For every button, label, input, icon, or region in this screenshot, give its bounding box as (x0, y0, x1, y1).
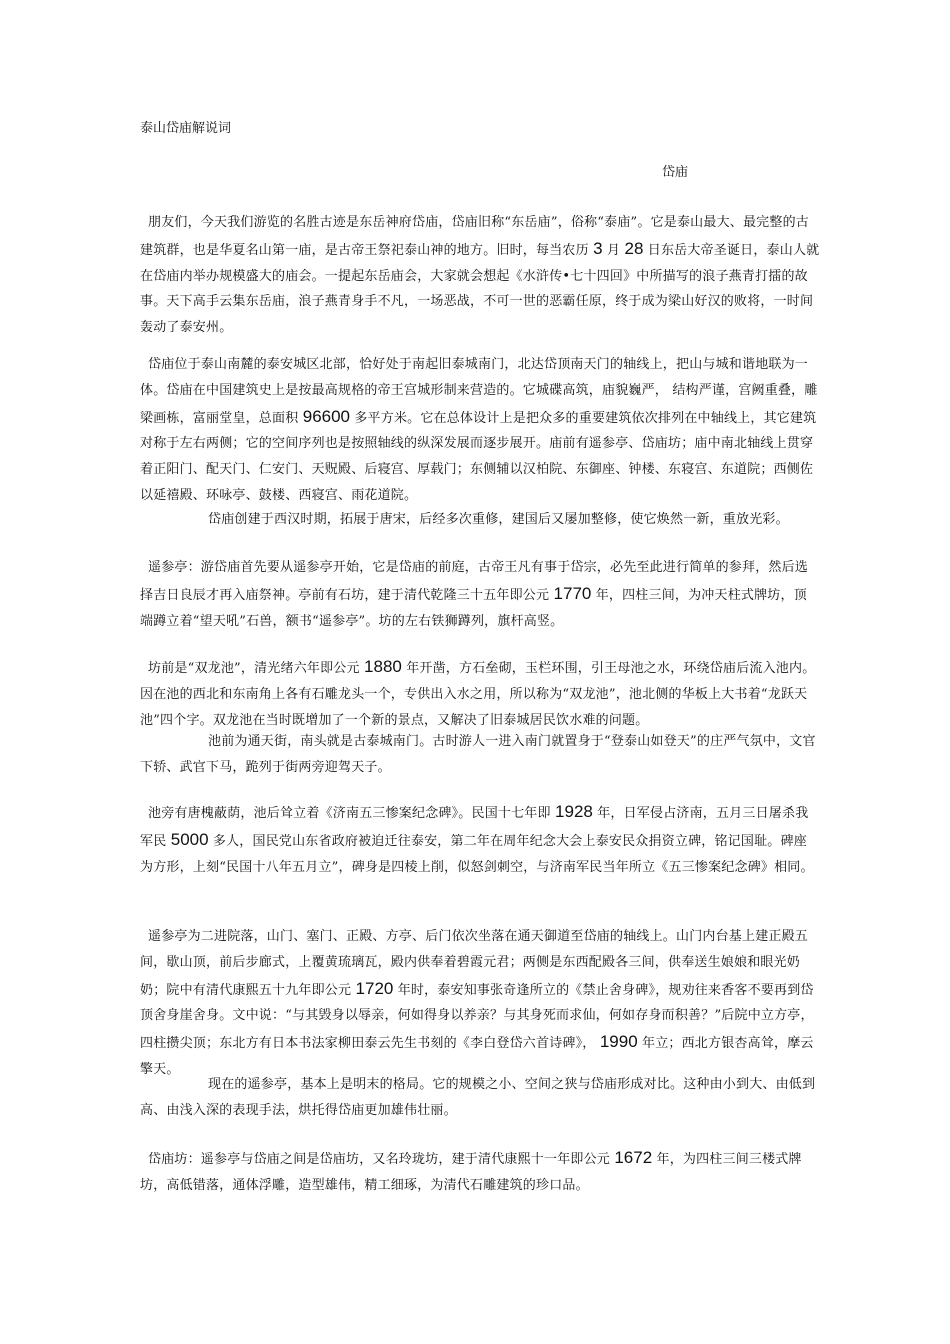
paragraph-yaocanting (140, 555, 820, 634)
text-run: 现在的遥参亭，基本上是明末的格局。它的规模之小、空间之狭与岱庙形成对比。这种由小到大、由低到高、由浅入深的表现手法，烘托得岱庙更加雄伟壮丽。 (140, 1077, 816, 1118)
numeral: 1770 (553, 583, 592, 603)
paragraph-intro (140, 210, 820, 341)
text-run: 年开凿，方石垒砌，玉栏环围，引王母池之水，环绕岱庙后流入池内。因在池的西北和东南角上各有石雕龙头一个，专供出入水之用，所以称为“双龙池”，池北侧的华板上大书着“龙跃天池”四个字。双龙池在当时既增加了一个新的景点，又解决了旧泰城居民饮水难的问题。 (140, 661, 816, 728)
paragraph-daimiaofang (140, 1145, 820, 1199)
numeral: 1880 (364, 657, 402, 676)
text-run: 岱庙创建于西汉时期，拓展于唐宋，后经多次重修，建国后又屡加整修，使它焕然一新，重放光彩。 (208, 512, 789, 527)
paragraph-shuanglongchi (140, 654, 820, 733)
text-run: 多人，国民党山东省政府被迫迁往泰安，第二年在周年纪念大会上泰安民众捐资立碑，铭记国耻。碑座为方形，上刻“民国十八年五月立”，碑身是四棱上削，似怒剑刺空，与济南军民当年所立《五三惨案纪念碑》相同。 (140, 833, 814, 875)
paragraph-tongtianjie (140, 729, 820, 781)
numeral: 1928 (555, 802, 593, 821)
text-run: 遥参亭：游岱庙首先要从遥参亭开始，它是岱庙的前庭，古帝王凡有事于岱宗，必先至此进行简单的参拜，然后选择吉日良辰才再入庙祭神。亭前有石坊，建于清代乾隆三十五年即公元 (140, 560, 809, 603)
numeral: 28 (624, 238, 644, 258)
text-run: 年，为四柱三间三楼式牌坊，高低错落，通体浮雕，造型雄伟，精工细琢，为清代石雕建筑的珍口品。 (140, 1152, 802, 1193)
numeral: 5000 (170, 829, 209, 849)
text-run: 坊前是“双龙池”，清光绪六年即公元 (148, 661, 365, 676)
text-run: 日东岳大帝圣诞日，泰山人就在岱庙内举办规模盛大的庙会。一提起东岳庙会，大家就会想起《水浒传•七十四回》中所描写的浪子燕青打擂的故事。天下高手云集东岳庙，浪子燕青身手不凡，一场恶战，不可一世的恶霸任原，终于成为梁山好汉的败将，一时间轰动了泰安州。 (140, 242, 820, 336)
paragraph-memorial (140, 799, 820, 880)
numeral: 1720 (355, 978, 394, 998)
text-run: 多平方米。它在总体设计上是把众多的重要建筑依次排列在中轴线上，其它建筑对称于左右两侧；它的空间序列也是按照轴线的纵深发展而逐步展开。庙前有遥参亭、岱庙坊；庙中南北轴线上贯穿着正阳门、配天门、仁安门、天贶殿、后寝宫、厚载门；东侧辅以汉柏院、东御座、钟楼、东寝宫、东道院；西侧佐以延禧殿、环咏亭、鼓楼、西寝宫、雨花道院。 (140, 410, 817, 503)
text-run: 年时，泰安知事张奇逢所立的《禁止舍身碑》，规劝往来香客不要再到岱顶舍身崖舍身。文中说：“与其毁身以辱亲，何如得身以养亲？与其身死而求仙，何如存身而积善？”后院中立方亭，四柱攒尖顶；东北方有日本书法家柳田泰云先生书刻的《李白登岱六首诗碑》， (140, 982, 814, 1052)
text-run: 池前为通天街，南头就是古泰城南门。古时游人一进入南门就置身于“登泰山如登天”的庄严气氛中，文官下轿、武官下马，跪列于街两旁迎驾天子。 (140, 734, 816, 775)
text-run: 月 (602, 242, 625, 258)
text-run: 年，四柱三间，为冲天柱式牌坊，顶端蹲立着“望天吼”石兽，额书“遥参亭”。坊的左右铁狮蹲列，旗杆高竖。 (140, 587, 807, 629)
paragraph-layout (140, 1072, 820, 1124)
numeral: 1672 (614, 1148, 653, 1167)
text-run: 遥参亭为二进院落，山门、塞门、正殿、方亭、后门依次坐落在通天御道至岱庙的轴线上。山门内台基上建正殿五间，歇山顶，前后步廊式，上覆黄琉璃瓦，殿内供奉着碧霞元君；两侧是东西配殿各三间，供奉送生娘娘和眼光奶奶；院中有清代康熙五十九年即公元 (140, 929, 809, 998)
text-run: 岱庙位于泰山南麓的泰安城区北部，恰好处于南起旧泰城南门，北达岱顶南天门的轴线上，把山与城和谐地联为一体。岱庙在中国建筑史上是按最高规格的帝王宫城形制来营造的。它城碟高筑，庙貌巍严， 结构严谨，宫阙重叠，雕梁画栋，富丽堂皇，总面积 (140, 357, 818, 426)
document-subtitle: 岱庙 (662, 165, 689, 180)
text-run: 年立；西北方银杏高耸，摩云擎天。 (140, 1036, 814, 1077)
numeral: 3 (593, 238, 603, 258)
paragraph-courtyard (140, 924, 820, 1083)
text-run: 池旁有唐槐蔽荫，池后耸立着《济南五三惨案纪念碑》。民国十七年即 (148, 806, 556, 821)
numeral: 1990 (599, 1032, 638, 1052)
numeral: 96600 (302, 406, 351, 426)
paragraph-location (140, 352, 820, 509)
text-run: 年，日军侵占济南，五月三日屠杀我军民 (140, 806, 809, 849)
text-run: 朋友们，今天我们游览的名胜古迹是东岳神府岱庙，岱庙旧称“东岳庙”，俗称“泰庙”。它是泰山最大、最完整的古建筑群，也是华夏名山第一庙，是古帝王祭祀泰山神的地方。旧时，每当农历 (140, 215, 809, 258)
document-title: 泰山岱庙解说词 (140, 121, 232, 136)
text-run: 岱庙坊：遥参亭与岱庙之间是岱庙坊，又名玲珑坊，建于清代康熙十一年即公元 (148, 1152, 615, 1167)
paragraph-history (140, 507, 820, 533)
